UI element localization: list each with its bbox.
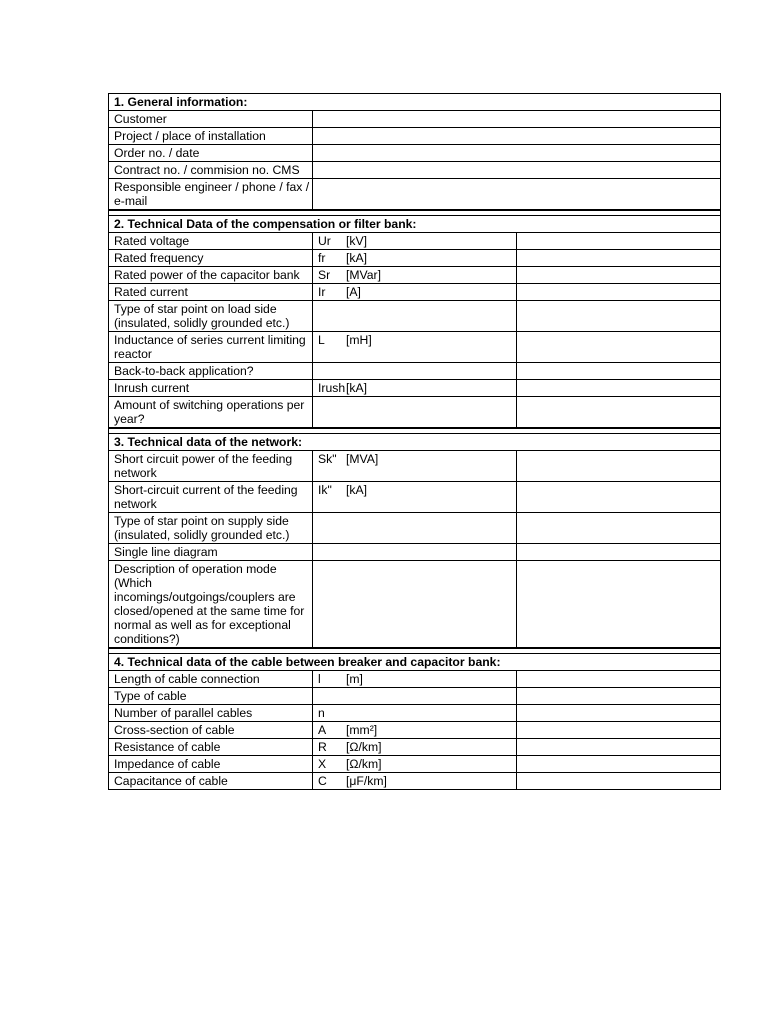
field-unit: [m] xyxy=(346,672,363,686)
field-label: Rated power of the capacitor bank xyxy=(109,267,313,284)
field-symbol: X xyxy=(318,757,327,771)
symbol-unit-cell xyxy=(313,250,517,267)
table-row xyxy=(109,513,721,544)
value-field[interactable] xyxy=(517,267,721,284)
field-symbol: Ir xyxy=(318,285,326,299)
field-symbol: Sk" xyxy=(318,452,337,466)
symbol-unit-cell xyxy=(313,671,517,688)
field-symbol: A xyxy=(318,723,327,737)
field-symbol: Ur xyxy=(318,234,331,248)
symbol-unit-cell xyxy=(313,722,517,739)
field-unit: [MVar] xyxy=(346,268,381,282)
field-label: Amount of switching operations per year? xyxy=(109,397,313,428)
value-field[interactable] xyxy=(517,773,721,790)
field-label: Responsible engineer / phone / fax / e-mail xyxy=(109,179,313,210)
table-row xyxy=(109,111,721,128)
table-row xyxy=(109,301,721,332)
field-label: Single line diagram xyxy=(109,544,313,561)
table-row xyxy=(109,451,721,482)
field-label: Type of cable xyxy=(109,688,313,705)
table-row xyxy=(109,482,721,513)
table-row xyxy=(109,162,721,179)
section-header: 4. Technical data of the cable between breaker and capacitor bank: xyxy=(109,654,721,671)
symbol-unit-cell xyxy=(313,739,517,756)
field-label: Inrush current xyxy=(109,380,313,397)
value-field[interactable] xyxy=(517,688,721,705)
table-row xyxy=(109,397,721,428)
symbol-unit-cell xyxy=(313,451,517,482)
field-symbol: C xyxy=(318,774,327,788)
value-field[interactable] xyxy=(313,145,721,162)
field-unit: [MVA] xyxy=(346,452,379,466)
table-row xyxy=(109,705,721,722)
field-label: Rated current xyxy=(109,284,313,301)
field-label: Resistance of cable xyxy=(109,739,313,756)
section-header: 2. Technical Data of the compensation or filter bank: xyxy=(109,216,721,233)
section-header: 1. General information: xyxy=(109,94,721,111)
table-row xyxy=(109,722,721,739)
table-row xyxy=(109,267,721,284)
symbol-unit-cell xyxy=(313,267,517,284)
field-label: Capacitance of cable xyxy=(109,773,313,790)
field-unit: [kA] xyxy=(346,483,367,497)
field-symbol: Irush xyxy=(318,381,346,395)
field-label: Inductance of series current limiting reactor xyxy=(109,332,313,363)
table-row xyxy=(109,233,721,250)
field-label: Customer xyxy=(109,111,313,128)
field-unit: [mm²] xyxy=(346,723,378,737)
field-label: Number of parallel cables xyxy=(109,705,313,722)
field-symbol: Sr xyxy=(318,268,331,282)
symbol-unit-cell xyxy=(313,513,517,544)
value-field[interactable] xyxy=(517,561,721,648)
value-field[interactable] xyxy=(313,179,721,210)
symbol-unit-cell xyxy=(313,284,517,301)
field-label: Project / place of installation xyxy=(109,128,313,145)
field-symbol: l xyxy=(318,672,321,686)
table-row xyxy=(109,250,721,267)
table-row xyxy=(109,380,721,397)
table-row xyxy=(109,773,721,790)
value-field[interactable] xyxy=(517,363,721,380)
field-unit: [A] xyxy=(346,285,361,299)
table-row xyxy=(109,756,721,773)
symbol-unit-cell xyxy=(313,233,517,250)
symbol-unit-cell xyxy=(313,705,517,722)
section-table-1 xyxy=(108,93,721,210)
symbol-unit-cell xyxy=(313,397,517,428)
field-unit: [Ω/km] xyxy=(346,740,382,754)
value-field[interactable] xyxy=(517,671,721,688)
symbol-unit-cell xyxy=(313,363,517,380)
field-label: Rated voltage xyxy=(109,233,313,250)
value-field[interactable] xyxy=(517,451,721,482)
symbol-unit-cell xyxy=(313,561,517,648)
table-row xyxy=(109,561,721,648)
table-row xyxy=(109,128,721,145)
table-row xyxy=(109,145,721,162)
field-symbol: fr xyxy=(318,251,326,265)
table-row xyxy=(109,688,721,705)
field-unit: [kV] xyxy=(346,234,367,248)
table-row xyxy=(109,332,721,363)
field-unit: [mH] xyxy=(346,333,372,347)
field-label: Type of star point on supply side (insulated, solidly grounded etc.) xyxy=(109,513,313,544)
field-symbol: n xyxy=(318,706,325,720)
table-row xyxy=(109,284,721,301)
field-label: Cross-section of cable xyxy=(109,722,313,739)
field-label: Impedance of cable xyxy=(109,756,313,773)
field-label: Type of star point on load side (insulated, solidly grounded etc.) xyxy=(109,301,313,332)
field-label: Length of cable connection xyxy=(109,671,313,688)
symbol-unit-cell xyxy=(313,380,517,397)
value-field[interactable] xyxy=(517,397,721,428)
field-label: Back-to-back application? xyxy=(109,363,313,380)
section-table-3 xyxy=(108,428,721,648)
field-label: Order no. / date xyxy=(109,145,313,162)
section-table-2 xyxy=(108,210,721,428)
section-header: 3. Technical data of the network: xyxy=(109,434,721,451)
value-field[interactable] xyxy=(517,544,721,561)
table-row xyxy=(109,179,721,210)
field-unit: [Ω/km] xyxy=(346,757,382,771)
value-field[interactable] xyxy=(313,162,721,179)
table-row xyxy=(109,739,721,756)
symbol-unit-cell xyxy=(313,301,517,332)
field-symbol: R xyxy=(318,740,327,754)
section-table-4 xyxy=(108,648,721,790)
value-field[interactable] xyxy=(517,739,721,756)
value-field[interactable] xyxy=(517,233,721,250)
field-label: Contract no. / commision no. CMS xyxy=(109,162,313,179)
field-unit: [kA] xyxy=(346,381,367,395)
symbol-unit-cell xyxy=(313,773,517,790)
symbol-unit-cell xyxy=(313,544,517,561)
value-field[interactable] xyxy=(313,111,721,128)
value-field[interactable] xyxy=(313,128,721,145)
field-unit: [μF/km] xyxy=(346,774,387,788)
value-field[interactable] xyxy=(517,332,721,363)
field-label: Rated frequency xyxy=(109,250,313,267)
value-field[interactable] xyxy=(517,284,721,301)
value-field[interactable] xyxy=(517,380,721,397)
value-field[interactable] xyxy=(517,722,721,739)
field-label: Short circuit power of the feeding network xyxy=(109,451,313,482)
field-label: Description of operation mode (Which incomings/outgoings/couplers are closed/opened at the same time for normal as well as for exceptional conditions?) xyxy=(109,561,313,648)
symbol-unit-cell xyxy=(313,688,517,705)
value-field[interactable] xyxy=(517,756,721,773)
field-symbol: Ik" xyxy=(318,483,332,497)
symbol-unit-cell xyxy=(313,756,517,773)
table-row xyxy=(109,671,721,688)
symbol-unit-cell xyxy=(313,332,517,363)
field-symbol: L xyxy=(318,333,325,347)
symbol-unit-cell xyxy=(313,482,517,513)
data-sheet-form xyxy=(108,93,721,790)
value-field[interactable] xyxy=(517,705,721,722)
table-row xyxy=(109,544,721,561)
field-label: Short-circuit current of the feeding network xyxy=(109,482,313,513)
field-unit: [kA] xyxy=(346,251,367,265)
value-field[interactable] xyxy=(517,301,721,332)
table-row xyxy=(109,363,721,380)
value-field[interactable] xyxy=(517,482,721,513)
value-field[interactable] xyxy=(517,250,721,267)
value-field[interactable] xyxy=(517,513,721,544)
